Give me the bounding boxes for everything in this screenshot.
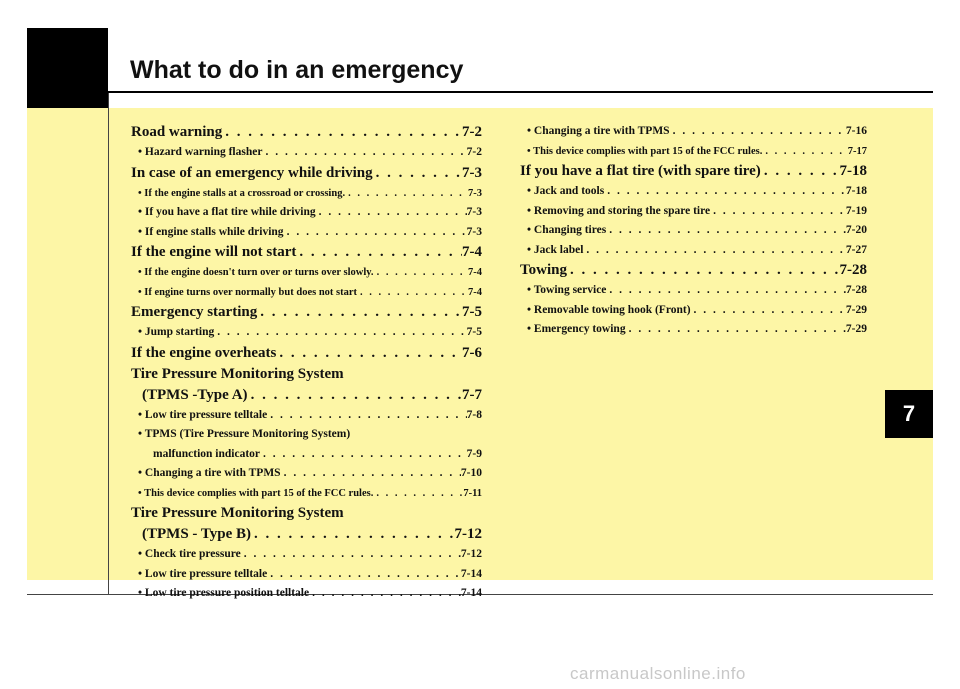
toc-subentry[interactable]: • Changing a tire with TPMS . . . 7-16 [520, 122, 867, 142]
toc-subentry[interactable]: malfunction indicator . . . 7-9 [131, 445, 482, 465]
toc-subentry[interactable]: • If the engine stalls at a crossroad or crossing. . . . 7-3 [131, 184, 482, 204]
toc-subentry[interactable]: • This device complies with part 15 of the FCC rules. . . . 7-11 [131, 484, 482, 504]
margin-line [108, 93, 109, 595]
toc-entry[interactable]: If the engine will not start . . . 7-4 [131, 242, 482, 263]
toc-entry[interactable]: Emergency starting . . . 7-5 [131, 302, 482, 323]
toc-subentry[interactable]: • This device complies with part 15 of the FCC rules. . . . 7-17 [520, 142, 867, 162]
toc-subentry[interactable]: • Changing a tire with TPMS . . . 7-10 [131, 464, 482, 484]
toc-entry[interactable]: In case of an emergency while driving . . . 7-3 [131, 163, 482, 184]
toc-entry[interactable]: (TPMS -Type A) . . . 7-7 [131, 385, 482, 406]
chapter-header-block [27, 28, 108, 108]
toc-subentry[interactable]: • Towing service . . . 7-28 [520, 281, 867, 301]
toc-subentry[interactable]: • Jack and tools . . . 7-18 [520, 182, 867, 202]
toc-subentry[interactable]: • If you have a flat tire while driving . . . 7-3 [131, 203, 482, 223]
toc-entry[interactable]: Road warning . . . 7-2 [131, 122, 482, 143]
toc-subentry[interactable]: • Changing tires . . . 7-20 [520, 221, 867, 241]
chapter-tab[interactable]: 7 [885, 390, 933, 438]
page-title: What to do in an emergency [130, 56, 464, 84]
toc-subentry[interactable]: • Removing and storing the spare tire . . . 7-19 [520, 202, 867, 222]
toc-subentry[interactable]: • Jack label . . . 7-27 [520, 241, 867, 261]
toc-subentry-title-line[interactable]: • TPMS (Tire Pressure Monitoring System) [138, 428, 351, 440]
toc-entry[interactable]: If the engine overheats . . . 7-6 [131, 343, 482, 364]
toc-subentry[interactable]: • If the engine doesn't turn over or turns over slowly. . . . 7-4 [131, 263, 482, 283]
toc-entry[interactable]: If you have a flat tire (with spare tire) . . . 7-18 [520, 161, 867, 182]
toc-subentry[interactable]: • Low tire pressure telltale . . . 7-8 [131, 406, 482, 426]
toc-subentry[interactable]: • If engine stalls while driving . . . 7-3 [131, 223, 482, 243]
toc-left-column [131, 122, 482, 604]
toc-subentry[interactable]: • Check tire pressure . . . 7-12 [131, 545, 482, 565]
toc-subentry[interactable]: • Hazard warning flasher . . . 7-2 [131, 143, 482, 163]
toc-subentry[interactable]: • Low tire pressure position telltale . . . 7-14 [131, 584, 482, 604]
toc-subentry[interactable]: • Removable towing hook (Front) . . . 7-29 [520, 301, 867, 321]
footer-watermark: carmanualsonline.info [570, 664, 746, 683]
toc-right-column [520, 122, 867, 340]
toc-entry[interactable]: Towing . . . 7-28 [520, 260, 867, 281]
toc-subentry[interactable]: • Low tire pressure telltale . . . 7-14 [131, 565, 482, 585]
toc-subentry[interactable]: • Jump starting . . . 7-5 [131, 323, 482, 343]
toc-entry-title-line[interactable]: Tire Pressure Monitoring System [131, 365, 344, 382]
toc-subentry[interactable]: • Emergency towing . . . 7-29 [520, 320, 867, 340]
toc-entry-title-line[interactable]: Tire Pressure Monitoring System [131, 505, 344, 521]
toc-entry[interactable]: (TPMS - Type B) . . . 7-12 [131, 524, 482, 545]
toc-subentry[interactable]: • If engine turns over normally but does not start . . . 7-4 [131, 283, 482, 303]
title-underline [108, 91, 933, 93]
